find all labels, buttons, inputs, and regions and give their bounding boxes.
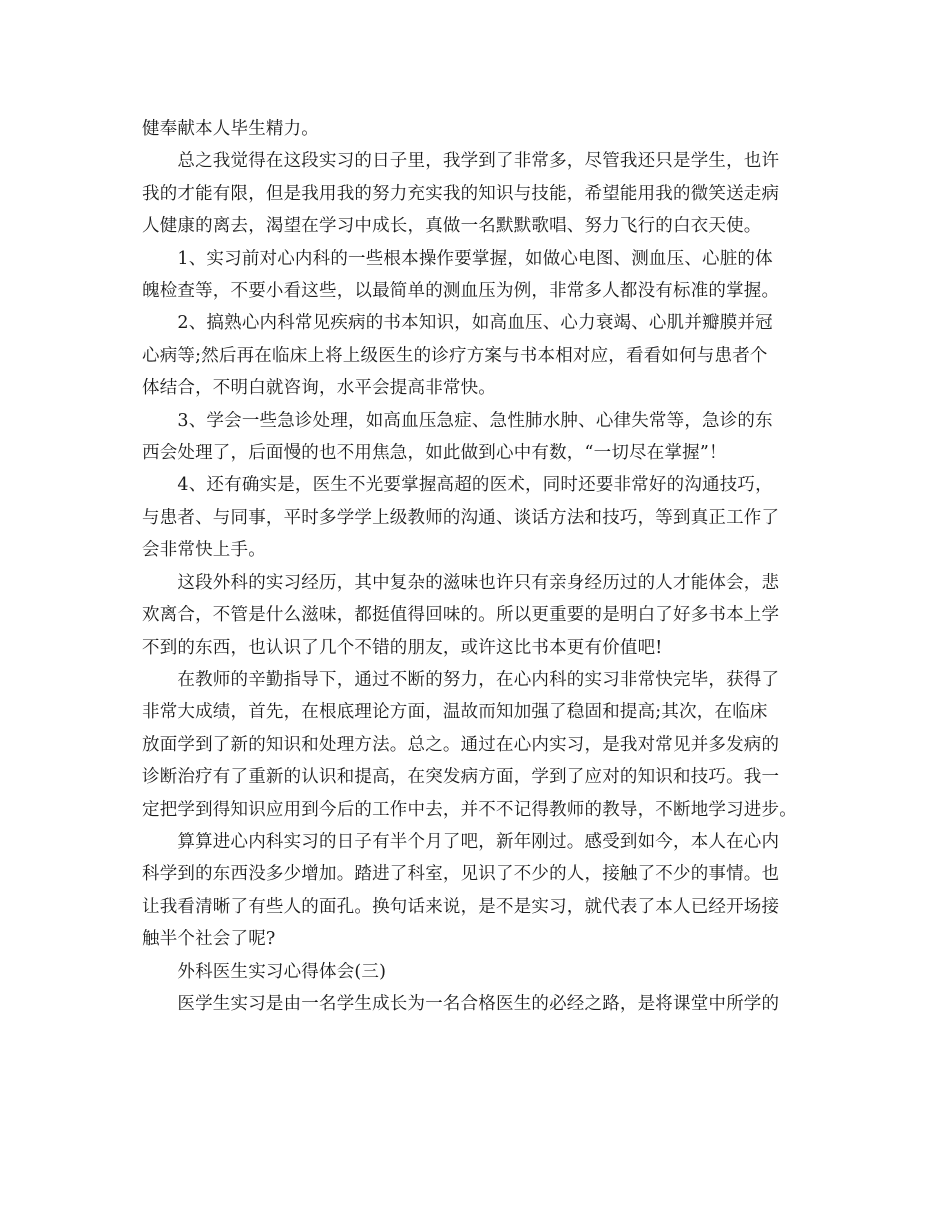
paragraph-4: 2、搞熟心内科常见疾病的书本知识，如高血压、心力衰竭、心肌并瓣膜并冠 心病等;然后再在临床上将上级医生的诊疗方案与书本相对应，看看如何与患者个 体结合，不明白就咨询，水平会提高非常快。 [142, 313, 773, 399]
paragraph-6: 4、还有确实是，医生不光要掌握高超的医术，同时还要非常好的沟通技巧， 与患者、与同事，平时多学学上级教师的沟通、谈话方法和技巧，等到真正工作了 会非常快上手。 [142, 475, 780, 561]
paragraph-1: 健奉献本人毕生精力。 [142, 119, 319, 139]
paragraph-8: 在教师的辛勤指导下，通过不断的努力，在心内科的实习非常快完毕，获得了 非常大成绩，首先，在根底理论方面，温故而知加强了稳固和提高;其次，在临床 放面学到了新的知识和处理方法。总之。通过在心内实习，是我对常见并多发病的 诊断治疗有了重新的认识和提高，在突发病方面，学到了应对的知识和技巧。我一 定把学到得知识应用到今后的工作中去，并不不记得教师的教导，不断地学习进步。 [142, 669, 797, 820]
paragraph-3: 1、实习前对心内科的一些根本操作要掌握，如做心电图、测血压、心脏的体 魄检查等，不要小看这些，以最简单的测血压为例，非常多人都没有标准的掌握。 [142, 248, 780, 302]
paragraph-10: 医学生实习是由一名学生成长为一名合格医生的必经之路，是将课堂中所学的 [142, 993, 780, 1014]
section-heading: 外科医生实习心得体会(三) [142, 961, 387, 982]
paragraph-5: 3、学会一些急诊处理，如高血压急症、急性肺水肿、心律失常等，急诊的东 西会处理了，后面慢的也不用焦急，如此做到心中有数，“一切尽在掌握”！ [142, 410, 773, 464]
paragraph-2: 总之我觉得在这段实习的日子里，我学到了非常多，尽管我还只是学生，也许 我的才能有限，但是我用我的努力充实我的知识与技能，希望能用我的微笑送走病 人健康的离去，渴望在学习中成长，真做一名默默歌唱、努力飞行的白衣天使。 [142, 151, 780, 237]
document-body [142, 113, 826, 1020]
paragraph-9: 算算进心内科实习的日子有半个月了吧，新年刚过。感受到如今，本人在心内 科学到的东西没多少增加。踏进了科室，见识了不少的人，接触了不少的事情。也 让我看清晰了有些人的面孔。换句话来说，是不是实习，就代表了本人已经开场接 触半个社会了呢? [142, 831, 780, 950]
paragraph-7: 这段外科的实习经历，其中复杂的滋味也许只有亲身经历过的人才能体会，悲 欢离合，不管是什么滋味，都挺值得回味的。所以更重要的是明白了好多书本上学 不到的东西，也认识了几个不错的朋友，或许这比书本更有价值吧! [142, 572, 780, 658]
